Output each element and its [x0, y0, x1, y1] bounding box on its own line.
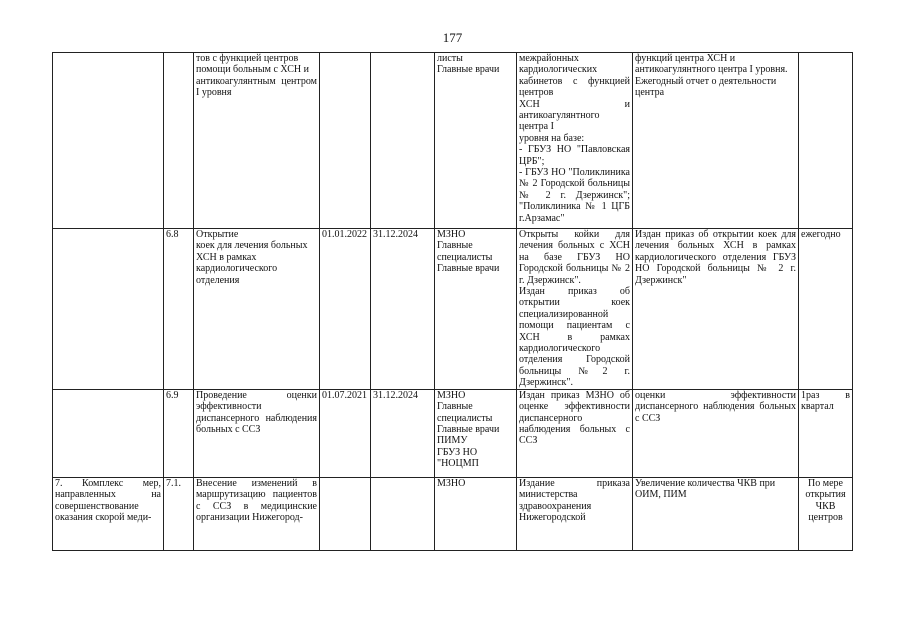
cell-responsible: МЗНО	[435, 477, 517, 550]
plan-table	[52, 52, 853, 551]
cell-activity: Внесение изменений в маршрутизацию пациентов с ССЗ в медицинские организации Нижегород-	[194, 477, 320, 550]
cell-task	[53, 389, 164, 477]
cell-start-date	[320, 477, 371, 550]
cell-activity: Открытие коек для лечения больных ХСН в рамках кардиологического отделения	[194, 229, 320, 390]
cell-indicator: Издан приказ об открытии коек для лечения больных ХСН в рамках кардиологического отделения ГБУЗ НО Городской больницы № 2 г. Дзержинск"	[633, 229, 799, 390]
cell-number: 6.9	[164, 389, 194, 477]
cell-result: Издан приказ МЗНО об оценке эффективности диспансерного наблюдения больных с ССЗ	[517, 389, 633, 477]
cell-responsible: листы Главные врачи	[435, 53, 517, 229]
cell-result: Издание приказа министерства здравоохранения Нижегородской	[517, 477, 633, 550]
cell-task	[53, 229, 164, 390]
cell-period	[799, 53, 853, 229]
cell-start-date: 01.01.2022	[320, 229, 371, 390]
cell-start-date	[320, 53, 371, 229]
cell-responsible: МЗНО Главные специалисты Главные врачи	[435, 229, 517, 390]
cell-period: По мере открытия ЧКВ центров	[799, 477, 853, 550]
cell-task: 7. Комплекс мер, направленных на совершенствование оказания скорой меди-	[53, 477, 164, 550]
table-row	[53, 477, 853, 550]
cell-task	[53, 53, 164, 229]
cell-responsible: МЗНО Главные специалисты Главные врачи ПИМУ ГБУЗ НО "НОЦМП	[435, 389, 517, 477]
cell-number: 7.1.	[164, 477, 194, 550]
cell-indicator: Увеличение количества ЧКВ при ОИМ, ПИМ	[633, 477, 799, 550]
cell-activity: Проведение оценки эффективности диспансерного наблюдения больных с ССЗ	[194, 389, 320, 477]
cell-result: межрайонных кардиологических кабинетов с функцией центров ХСН и антикоагулянтного центра I уровня на базе: - ГБУЗ НО "Павловская ЦРБ"; - ГБУЗ НО "Поликлиника № 2 Городской больницы № 2 г. Дзержинск"; "Поликлиника № 1 ЦГБ г.Арзамас"	[517, 53, 633, 229]
cell-number	[164, 53, 194, 229]
cell-result: Открыты койки для лечения больных с ХСН на базе ГБУЗ НО Городской больницы № 2 г. Дзержинск". Издан приказ об открытии коек специализированной помощи пациентам с ХСН в рамках кардиологического отделения Городской больницы №2 г. Дзержинск".	[517, 229, 633, 390]
table-row	[53, 53, 853, 229]
cell-end-date: 31.12.2024	[371, 389, 435, 477]
cell-start-date: 01.07.2021	[320, 389, 371, 477]
cell-indicator: функций центра ХСН и антикоагулянтного центра I уровня. Ежегодный отчет о деятельности центра	[633, 53, 799, 229]
cell-end-date	[371, 53, 435, 229]
cell-number: 6.8	[164, 229, 194, 390]
cell-indicator: оценки эффективности диспансерного наблюдения больных с ССЗ	[633, 389, 799, 477]
cell-end-date: 31.12.2024	[371, 229, 435, 390]
page-number: 177	[442, 30, 463, 45]
table-row	[53, 229, 853, 390]
cell-period: ежегодно	[799, 229, 853, 390]
cell-end-date	[371, 477, 435, 550]
cell-activity: тов с функцией центров помощи больным с ХСН и антикоагулянтным центром I уровня	[194, 53, 320, 229]
table-row	[53, 389, 853, 477]
cell-period: 1раз в квартал	[799, 389, 853, 477]
